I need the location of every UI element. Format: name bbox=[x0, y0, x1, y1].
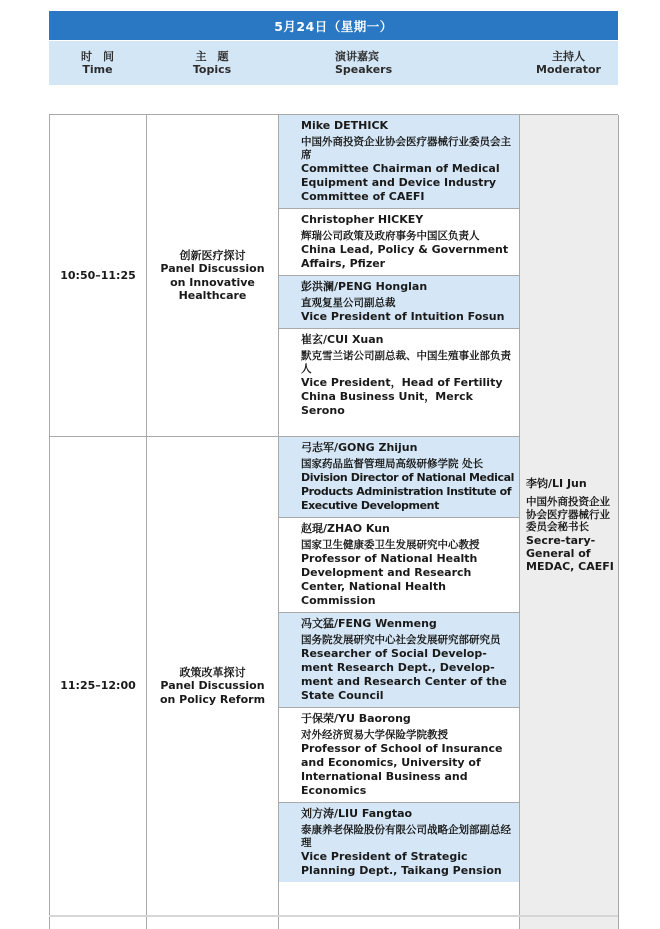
session-1-topic-en-1: Panel Discussion bbox=[160, 262, 265, 275]
speaker-card bbox=[279, 518, 519, 613]
header-time-cn: 时 间 bbox=[81, 50, 114, 63]
speaker-card bbox=[279, 803, 519, 882]
session-1-topic-en-3: Healthcare bbox=[178, 289, 247, 302]
speaker-title-cn: 直观复星公司副总裁 bbox=[301, 297, 396, 309]
speaker-title-en: Professor of National Health Development and Research Center, National Health Commission bbox=[301, 552, 478, 607]
speaker-title-en: Vice President of Strategic Planning Dept., Taikang Pension bbox=[301, 850, 502, 877]
session-1-topic-cn: 创新医疗探讨 bbox=[179, 248, 246, 262]
speaker-name: 崔玄/CUI Xuan bbox=[301, 333, 384, 346]
speaker-card bbox=[279, 708, 519, 803]
moderator-title-en: Secre-tary-General of MEDAC, CAEFI bbox=[526, 533, 614, 573]
speaker-title-en: Researcher of Social Develop-ment Research Dept., Develop-ment and Research Center of the State Council bbox=[301, 647, 507, 702]
header-topics bbox=[146, 41, 278, 85]
header-time-en: Time bbox=[82, 63, 113, 76]
header-topics-cn: 主 题 bbox=[195, 50, 229, 63]
session-2-topic-en-2: on Policy Reform bbox=[159, 692, 266, 706]
speaker-name: 刘方涛/LIU Fangtao bbox=[301, 807, 413, 820]
session-1-speakers bbox=[279, 115, 520, 437]
speaker-title-en: Vice President of Intuition Fosun bbox=[301, 310, 505, 323]
speaker-name: 彭洪澜/PENG Honglan bbox=[301, 280, 428, 293]
speaker-name: 于保荣/YU Baorong bbox=[301, 712, 411, 725]
speaker-title-cn: 国家药品监督管理局高级研修学院 处长 bbox=[301, 458, 484, 470]
speaker-name: 冯文猛/FENG Wenmeng bbox=[301, 617, 437, 630]
session-1-time bbox=[50, 115, 147, 437]
session-1-time-text: 10:50–11:25 bbox=[60, 268, 136, 282]
header-moderator bbox=[519, 41, 618, 85]
speaker-card bbox=[279, 209, 519, 276]
speaker-title-cn: 默克雪兰诺公司副总裁、中国生殖事业部负责人 bbox=[301, 350, 511, 375]
session-2-speakers bbox=[279, 437, 520, 929]
day-title-bar bbox=[49, 11, 618, 40]
session-2-topic-en-1: Panel Discussion bbox=[160, 679, 265, 693]
session-1-topic bbox=[147, 115, 279, 437]
session-2-topic-cn: 政策改革探讨 bbox=[179, 665, 246, 679]
session-2-topic bbox=[147, 437, 279, 929]
speaker-card bbox=[279, 613, 519, 708]
speaker-title-en: Vice President，Head of Fertility China Business Unit，Merck Serono bbox=[301, 376, 503, 417]
session-1-topic-en-2: on Innovative bbox=[170, 275, 255, 289]
speaker-name: Mike DETHICK bbox=[301, 119, 389, 132]
speaker-title-cn: 对外经济贸易大学保险学院教授 bbox=[301, 729, 448, 741]
speaker-card bbox=[279, 115, 519, 209]
speaker-title-en: Division Director of National Medical Products Administration Institute of Executive Development bbox=[301, 471, 514, 512]
speaker-card bbox=[279, 329, 519, 422]
header-speakers bbox=[278, 41, 519, 85]
moderator-cell bbox=[520, 115, 619, 929]
moderator-title-cn: 中国外商投资企业协会医疗器械行业委员会秘书长 bbox=[526, 496, 610, 534]
speaker-name: 弓志军/GONG Zhijun bbox=[301, 441, 418, 454]
speaker-title-cn: 国务院发展研究中心社会发展研究部研究员 bbox=[301, 634, 501, 646]
session-2-time bbox=[50, 437, 147, 929]
speaker-title-cn: 辉瑞公司政策及政府事务中国区负责人 bbox=[301, 230, 480, 242]
column-header-row bbox=[49, 40, 618, 85]
speaker-card bbox=[279, 276, 519, 329]
day-title: 5月24日（星期一） bbox=[274, 18, 393, 34]
speaker-title-en: China Lead, Policy & Government Affairs, Pfizer bbox=[301, 243, 509, 270]
agenda-table bbox=[49, 114, 618, 929]
header-moderator-cn: 主持人 bbox=[552, 50, 585, 63]
header-speakers-en: Speakers bbox=[335, 63, 393, 76]
speaker-title-cn: 国家卫生健康委卫生发展研究中心教授 bbox=[301, 539, 480, 551]
header-speakers-cn: 演讲嘉宾 bbox=[335, 50, 379, 63]
header-time bbox=[49, 41, 146, 85]
header-topics-en: Topics bbox=[192, 63, 232, 76]
speaker-title-cn: 泰康养老保险股份有限公司战略企划部副总经理 bbox=[301, 824, 511, 849]
footer-rule bbox=[49, 915, 618, 917]
speaker-name: 赵琨/ZHAO Kun bbox=[301, 522, 390, 535]
speaker-title-en: Professor of School of Insurance and Economics, University of International Business and Economics bbox=[301, 742, 503, 797]
speaker-title-en: Committee Chairman of Medical Equipment and Device Industry Committee of CAEFI bbox=[301, 162, 500, 203]
session-2-time-text: 11:25–12:00 bbox=[60, 679, 136, 693]
speaker-card bbox=[279, 437, 519, 518]
header-moderator-en: Moderator bbox=[536, 63, 601, 76]
moderator-name: 李钧/LI Jun bbox=[526, 477, 587, 491]
speaker-name: Christopher HICKEY bbox=[301, 213, 424, 226]
speaker-title-cn: 中国外商投资企业协会医疗器械行业委员会主席 bbox=[301, 136, 511, 161]
agenda-page bbox=[49, 11, 618, 929]
